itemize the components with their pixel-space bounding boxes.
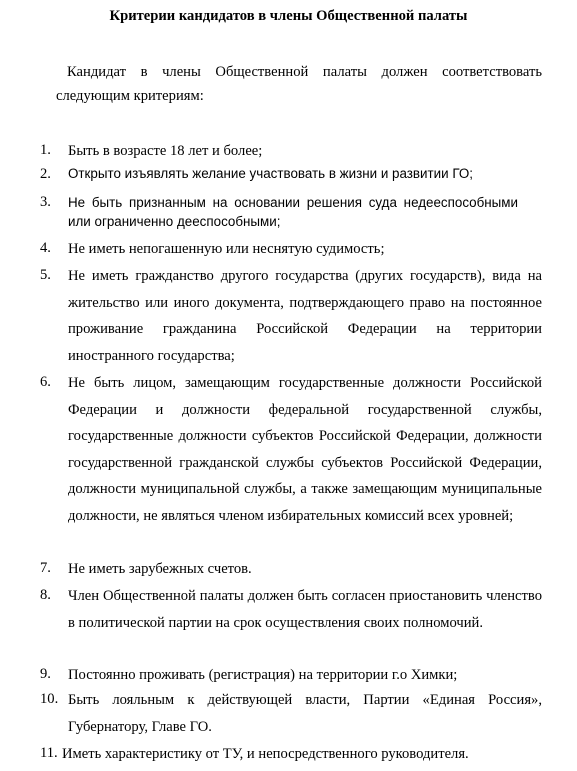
criteria-text: Быть лояльным к действующей власти, Партии «Единая Россия», Губернатору, Главе ГО. xyxy=(68,692,542,735)
criteria-number: 8. xyxy=(40,587,51,603)
criteria-text: Не иметь зарубежных счетов. xyxy=(68,561,252,577)
criteria-number: 9. xyxy=(40,666,51,682)
criteria-number: 10. xyxy=(40,691,59,707)
criteria-text: Не быть признанным на основании решения суда недееспособными или ограниченно дееспособными; xyxy=(68,195,518,229)
criteria-text: Не иметь непогашенную или неснятую судимость; xyxy=(68,241,385,257)
criteria-number: 5. xyxy=(40,267,51,283)
criteria-text: Быть в возрасте 18 лет и более; xyxy=(68,143,263,159)
criteria-text: Иметь характеристику от ТУ, и непосредственного руководителя. xyxy=(62,746,469,762)
criteria-number: 3. xyxy=(40,194,51,210)
criteria-text: Не быть лицом, замещающим государственные должности Российской Федерации и должности федеральной государственной службы, государственные должности субъектов Российской Федерации, должности государственной гражданской службы субъектов Российской Федерации, должности муниципальной службы, а также замещающим муниципальные должности, не являться членом избирательных комиссий всех уровней; xyxy=(68,375,542,524)
criteria-number: 6. xyxy=(40,374,51,390)
criteria-number: 1. xyxy=(40,142,51,158)
criteria-text: Член Общественной палаты должен быть согласен приостановить членство в политической партии на срок осуществления своих полномочий. xyxy=(68,588,542,631)
criteria-number: 2. xyxy=(40,166,51,182)
document-title: Критерии кандидатов в члены Общественной палаты xyxy=(109,8,468,24)
criteria-text: Открыто изъявлять желание участвовать в жизни и развитии ГО; xyxy=(68,166,473,181)
criteria-number: 11. xyxy=(40,745,58,761)
criteria-number: 7. xyxy=(40,560,51,576)
criteria-text: Не иметь гражданство другого государства (других государств), вида на жительство или иного документа, подтверждающего право на постоянное проживание гражданина Российской Федерации на территории иностранного государства; xyxy=(68,268,542,364)
intro-paragraph: Кандидат в члены Общественной палаты должен соответствовать следующим критериям: xyxy=(56,64,542,104)
criteria-text: Постоянно проживать (регистрация) на территории г.о Химки; xyxy=(68,667,458,683)
criteria-number: 4. xyxy=(40,240,51,256)
